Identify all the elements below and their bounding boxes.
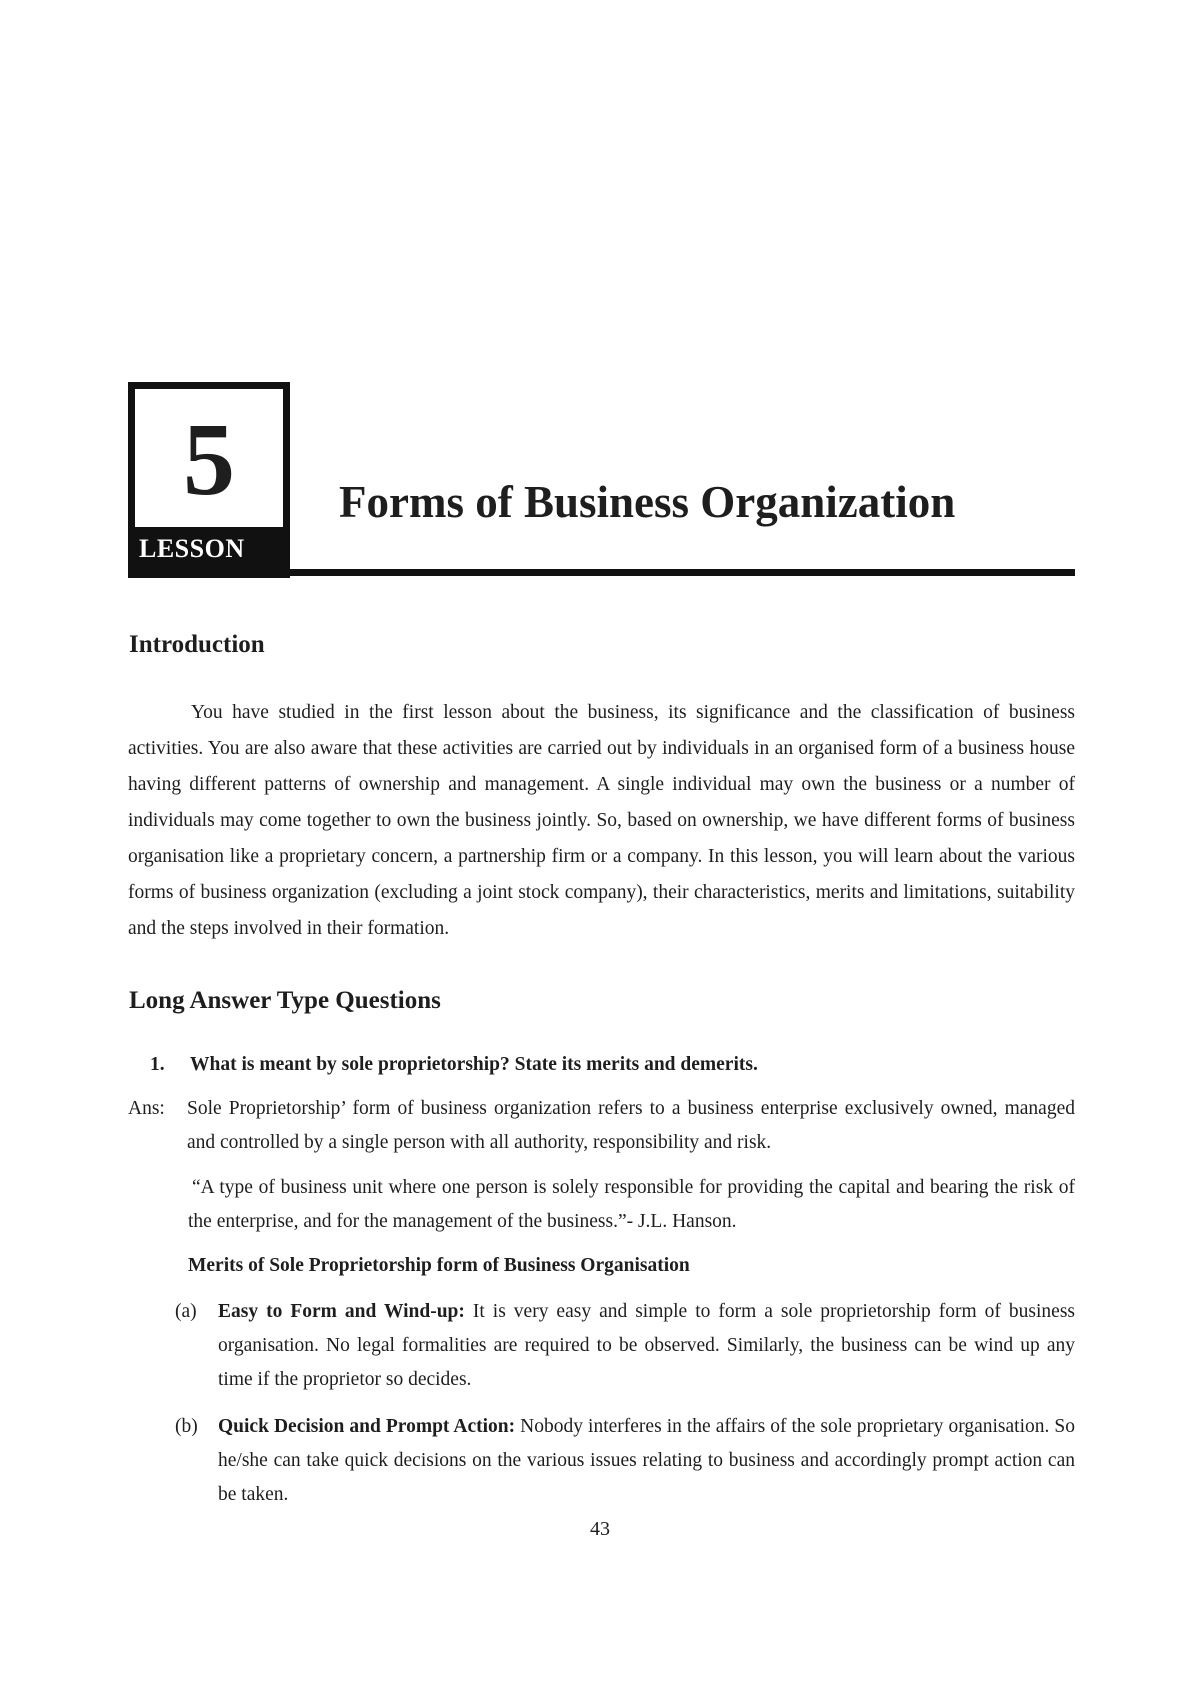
- question-text: What is meant by sole proprietorship? State its merits and demerits.: [190, 1054, 758, 1075]
- question-number: 1.: [150, 1054, 165, 1075]
- merit-text: Nobody interferes in the affairs of the sole proprietary organisation. So he/she can take quick decisions on the various issues relating to business and accordingly prompt action can be taken.: [218, 1416, 1076, 1505]
- question-1: [150, 1051, 1075, 1079]
- merit-text: It is very easy and simple to form a sole proprietorship form of business organisation. No legal formalities are required to be observed. Similarly, the business can be wind up any time if the proprietor so decides.: [218, 1301, 1075, 1390]
- page-number: 43: [590, 1518, 610, 1540]
- merit-label: (b): [175, 1416, 198, 1437]
- answer-block: [128, 1092, 1075, 1160]
- answer-label: Ans:: [128, 1098, 165, 1119]
- merit-label: (a): [175, 1301, 197, 1322]
- merit-item: [175, 1295, 1075, 1397]
- lesson-number: 5: [183, 402, 235, 517]
- lesson-badge: [128, 382, 290, 578]
- introduction-paragraph: You have studied in the first lesson about the business, its significance and the classification of business activities. You are also aware that these activities are carried out by individuals in an organised form of a business house having different patterns of ownership and management. A single individual may own the business or a number of individuals may come together to own the business jointly. So, based on ownership, we have different forms of business organisation like a proprietary concern, a partnership firm or a company. In this lesson, you will learn about the various forms of business organization (excluding a joint stock company), their characteristics, merits and limitations, suitability and the steps involved in their formation.: [128, 702, 1075, 939]
- merit-item: [175, 1410, 1075, 1512]
- merit-title: Quick Decision and Prompt Action:: [218, 1416, 516, 1437]
- long-answer-heading: Long Answer Type Questions: [129, 987, 441, 1014]
- title-underline-rule: [288, 569, 1075, 576]
- merit-title: Easy to Form and Wind-up:: [218, 1301, 465, 1322]
- merits-heading: Merits of Sole Proprietorship form of Business Organisation: [188, 1255, 690, 1276]
- chapter-title: Forms of Business Organization: [339, 477, 956, 527]
- lesson-label: LESSON: [135, 527, 283, 571]
- hanson-quote: “A type of business unit where one person is solely responsible for providing the capital and bearing the risk of the enterprise, and for the management of the business.”- J.L. Hanson.: [188, 1177, 1075, 1232]
- answer-text: Sole Proprietorship’ form of business organization refers to a business enterprise exclusively owned, managed and controlled by a single person with all authority, responsibility and risk.: [187, 1098, 1075, 1153]
- introduction-heading: Introduction: [129, 631, 265, 658]
